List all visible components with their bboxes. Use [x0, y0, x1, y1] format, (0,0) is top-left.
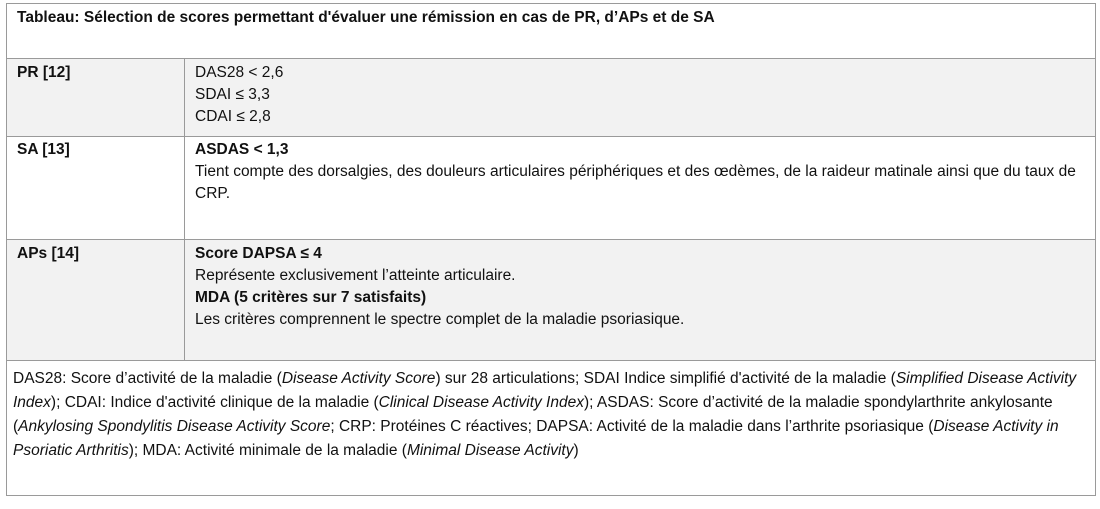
- row-content: [185, 240, 1096, 361]
- footnote-text: ; CRP: Protéines C réactives; DAPSA: Activité de la maladie dans l’arthrite psoriasique (: [330, 418, 934, 435]
- score-line: CDAI ≤ 2,8: [195, 108, 271, 125]
- score-heading: Score DAPSA ≤ 4: [195, 245, 322, 262]
- row-label: PR [12]: [7, 59, 185, 137]
- footnote-text: ); ASDAS: Score d’activité de la maladie spondylarthrite ankylosante (: [13, 394, 1053, 435]
- table-title: Tableau: Sélection de scores permettant d'évaluer une rémission en cas de PR, d’APs et de SA: [7, 4, 1096, 59]
- footnote-text: ) sur 28 articulations; SDAI Indice simplifié d'activité de la maladie (: [435, 370, 896, 387]
- table-row: [7, 240, 1096, 361]
- footnote-row: [7, 361, 1096, 496]
- footnote-english-term: Simplified Disease Activity Index: [13, 370, 1077, 411]
- table-row: [7, 137, 1096, 240]
- score-heading: ASDAS < 1,3: [195, 141, 289, 158]
- title-row: [7, 4, 1096, 59]
- row-content: [185, 59, 1096, 137]
- footnote-english-term: Disease Activity in Psoriatic Arthritis: [13, 418, 1059, 459]
- footnote-english-term: Clinical Disease Activity Index: [378, 394, 584, 411]
- footnote-text: ); MDA: Activité minimale de la maladie (: [128, 442, 407, 459]
- footnote-english-term: Ankylosing Spondylitis Disease Activity Score: [18, 418, 331, 435]
- remission-scores-table: [6, 3, 1096, 496]
- score-line: DAS28 < 2,6: [195, 64, 284, 81]
- footnote: [7, 361, 1096, 496]
- table-row: [7, 59, 1096, 137]
- footnote-english-term: Disease Activity Score: [281, 370, 436, 387]
- score-line: SDAI ≤ 3,3: [195, 86, 270, 103]
- row-label: APs [14]: [7, 240, 185, 361]
- row-label: SA [13]: [7, 137, 185, 240]
- score-description: Représente exclusivement l’atteinte articulaire.: [195, 267, 516, 284]
- score-description: Les critères comprennent le spectre complet de la maladie psoriasique.: [195, 311, 685, 328]
- footnote-text: DAS28: Score d’activité de la maladie (: [13, 370, 282, 387]
- footnote-english-term: Minimal Disease Activity: [406, 442, 574, 459]
- score-description: Tient compte des dorsalgies, des douleurs articulaires périphériques et des œdèmes, de la raideur matinale ainsi que du taux de CRP.: [195, 163, 1076, 202]
- score-heading: MDA (5 critères sur 7 satisfaits): [195, 289, 427, 306]
- row-content: [185, 137, 1096, 240]
- footnote-text: ); CDAI: Indice d'activité clinique de la maladie (: [50, 394, 379, 411]
- footnote-text: ): [573, 442, 579, 459]
